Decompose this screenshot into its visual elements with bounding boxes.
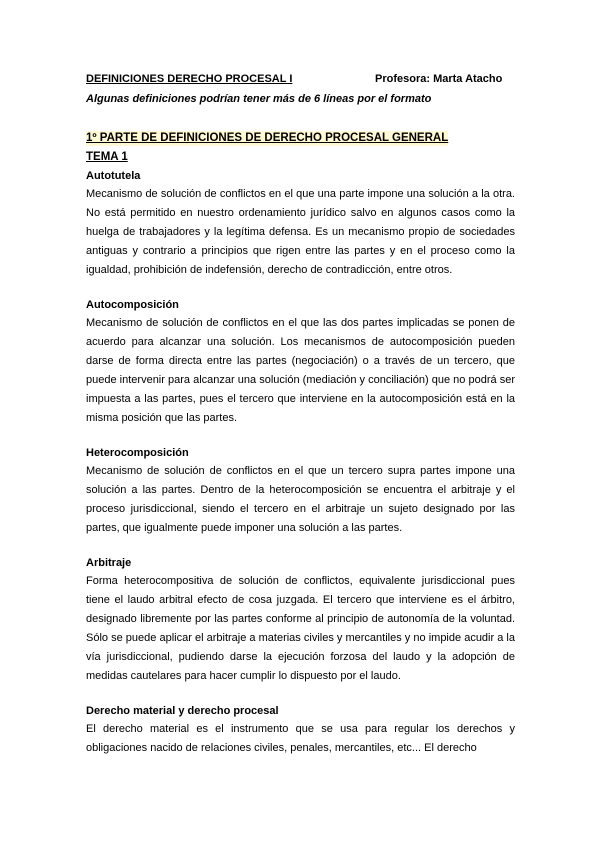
- section-title: Arbitraje: [86, 557, 132, 569]
- section-heterocomposicion: [86, 446, 515, 538]
- section-text: Mecanismo de solución de conflictos en el que las dos partes implicadas se ponen de acuerdo para alcanzar una solución. Los mecanismos de autocomposición pueden darse de forma directa entre las partes (negociación) o a través de un tercero, que puede intervenir para alcanzar una solución (mediación y conciliación) que no podrá ser impuesta a las partes, pues el tercero que interviene en la autocomposición está en la misma posición que las partes.: [86, 317, 515, 424]
- section-derecho-material-procesal: [86, 704, 515, 758]
- section-arbitraje: [86, 556, 515, 686]
- professor-name: Profesora: Marta Atacho: [375, 73, 503, 85]
- document-body: [86, 128, 515, 776]
- section-text: Mecanismo de solución de conflictos en el que una parte impone una solución a la otra. No está permitido en nuestro ordenamiento jurídico salvo en algunos casos como la huelga de trabajadores y la legítima defensa. Es un mecanismo propio de sociedades antiguas y contrario a principios que rigen entre las partes y en el proceso como la igualdad, prohibición de indefensión, derecho de contradicción, entre otros.: [86, 188, 515, 276]
- section-text: Forma heterocompositiva de solución de conflictos, equivalente jurisdiccional pues tiene el laudo arbitral efecto de cosa juzgada. El tercero que interviene es el árbitro, designado libremente por las partes conforme al principio de autonomía de la voluntad. Sólo se puede aplicar el arbitraje a materias civiles y mercantiles y no impide acudir a la vía jurisdiccional, pudiendo darse la ejecución forzosa del laudo y la adopción de medidas cautelares para hacer cumplir lo dispuesto por el laudo.: [86, 575, 515, 682]
- section-title: Autotutela: [86, 170, 141, 182]
- tema-heading: TEMA 1: [86, 151, 128, 163]
- section-autotutela: [86, 169, 515, 280]
- section-text: Mecanismo de solución de conflictos en el que un tercero supra partes impone una solución a las partes. Dentro de la heterocomposición se encuentra el arbitraje y el proceso jurisdiccional, siendo el tercero en el arbitraje un sujeto designado por las partes, que igualmente puede imponer una solución a las partes.: [86, 465, 515, 534]
- section-title: Heterocomposición: [86, 447, 189, 459]
- section-autocomposicion: [86, 298, 515, 428]
- section-text: El derecho material es el instrumento que se usa para regular los derechos y obligaciones nacido de relaciones civiles, penales, mercantiles, etc... El derecho: [86, 723, 515, 754]
- part-heading: 1º PARTE DE DEFINICIONES DE DERECHO PROCESAL GENERAL: [86, 132, 449, 144]
- document-header: [86, 72, 516, 86]
- section-title: Derecho material y derecho procesal: [86, 705, 279, 717]
- document-subtitle: Algunas definiciones podrían tener más de 6 líneas por el formato: [86, 93, 432, 105]
- document-title: DEFINICIONES DERECHO PROCESAL I: [86, 73, 293, 85]
- section-title: Autocomposición: [86, 299, 179, 311]
